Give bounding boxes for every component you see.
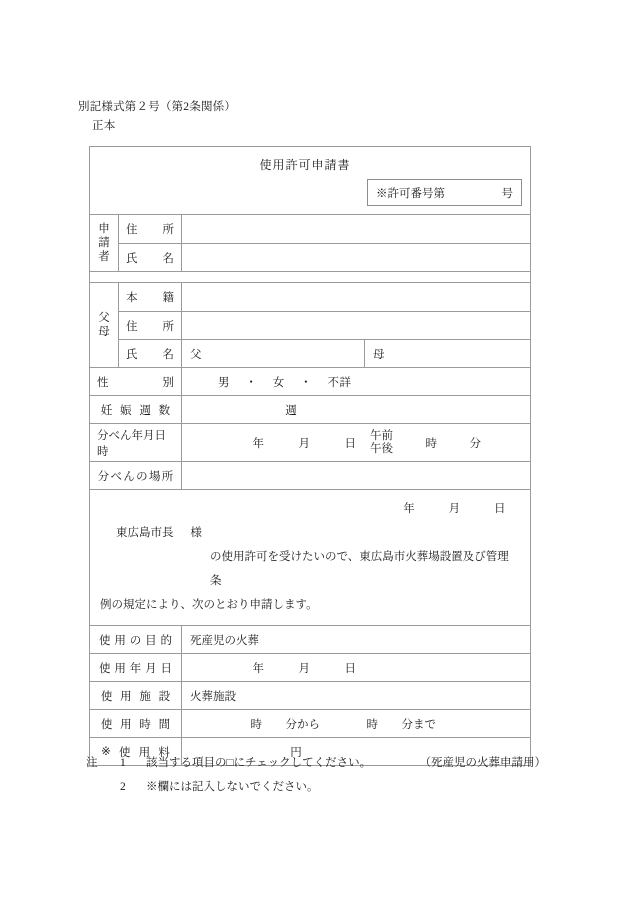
usage-month-unit: 月: [298, 662, 310, 675]
sex-separator: ・: [300, 376, 313, 389]
gestation-row: [90, 395, 530, 423]
parents-address-input[interactable]: [182, 312, 530, 339]
mother-name-cell[interactable]: [365, 340, 530, 367]
delivery-place-row: [90, 461, 530, 489]
delivery-place-input[interactable]: [182, 462, 530, 489]
addressee-honorific: 様: [190, 527, 202, 539]
gestation-label: 妊 娠 週 数: [90, 396, 182, 423]
submission-date-line[interactable]: [100, 497, 520, 521]
father-name-cell[interactable]: [182, 340, 365, 367]
applicant-group-label: [90, 215, 119, 271]
form-number: 別記様式第２号（第2条関係）: [78, 101, 237, 113]
gestation-value-cell[interactable]: [182, 396, 530, 423]
submission-month-unit: 月: [448, 503, 461, 515]
applicant-label-char: 請: [98, 237, 110, 249]
parents-registry-label: 本 籍: [119, 283, 182, 311]
usage-purpose-row: [90, 625, 530, 653]
delivery-am-option[interactable]: 午前: [370, 429, 393, 442]
sex-row: [90, 367, 530, 395]
delivery-hour-unit: 時: [425, 437, 437, 450]
usage-fee-unit: 円: [290, 746, 302, 759]
applicant-name-row: [119, 243, 530, 271]
mother-label: 母: [373, 348, 385, 361]
delivery-datetime-value-cell[interactable]: [182, 424, 530, 461]
section-spacer: [90, 271, 530, 282]
page-title: 使用許可申請書: [259, 158, 351, 172]
applicant-name-input[interactable]: [182, 244, 530, 271]
body-paragraph-line-1: の使用許可を受けたいので、東広島市火葬場設置及び管理条: [210, 551, 509, 587]
delivery-pm-option[interactable]: 午後: [370, 442, 393, 455]
gestation-unit: 週: [285, 404, 297, 417]
parents-address-row: [119, 311, 530, 339]
usage-time-value-cell[interactable]: [182, 710, 530, 737]
parents-label-char: 母: [98, 326, 110, 338]
usage-from-hour-unit: 時: [250, 718, 262, 731]
permit-number-label: ※許可番号第: [376, 187, 445, 200]
note-text-1: 該当する項目の□にチェックしてください。: [146, 757, 372, 769]
usage-date-value-cell[interactable]: [182, 654, 530, 681]
parents-group-label: [90, 283, 119, 367]
usage-fee-label: ※ 使 用 料: [90, 738, 182, 765]
applicant-name-label: 氏 名: [119, 244, 182, 271]
usage-to-hour-unit: 時: [366, 718, 378, 731]
usage-from-minute-unit: 分から: [285, 718, 320, 731]
father-label: 父: [190, 348, 202, 361]
usage-facility-value: 火葬施設: [190, 690, 236, 703]
delivery-day-unit: 日: [344, 437, 356, 450]
form-title-block: [90, 147, 530, 214]
delivery-minute-unit: 分: [469, 437, 481, 450]
parents-name-row: [119, 339, 530, 367]
note-line-1: [86, 751, 546, 775]
usage-date-row: [90, 653, 530, 681]
usage-purpose-value: 死産児の火葬: [190, 634, 259, 647]
sex-option-male[interactable]: 男: [218, 376, 230, 389]
submission-year-unit: 年: [403, 503, 416, 515]
parents-registry-row: [119, 283, 530, 311]
addressee-line: [100, 521, 520, 545]
usage-time-row: [90, 709, 530, 737]
usage-time-label: 使 用 時 間: [90, 710, 182, 737]
sex-option-female[interactable]: 女: [272, 376, 285, 389]
notes-heading: 注: [86, 757, 98, 769]
usage-purpose-label: 使 用 の 目 的: [90, 626, 182, 653]
body-paragraph-line-2: 例の規定により、次のとおり申請します。: [100, 599, 318, 611]
sex-option-unknown[interactable]: 不詳: [327, 376, 352, 389]
parents-label-char: 父: [98, 312, 110, 324]
note-number-2: 2: [120, 781, 126, 793]
sex-options: [182, 368, 530, 395]
note-number-1: 1: [120, 757, 126, 769]
applicant-label-char: 申: [98, 223, 110, 235]
permit-number-suffix: 号: [501, 187, 513, 200]
applicant-section: [90, 214, 530, 271]
parents-registry-input[interactable]: [182, 283, 530, 311]
applicant-label-char: 者: [98, 251, 110, 263]
delivery-ampm-options[interactable]: [370, 430, 393, 456]
usage-day-unit: 日: [344, 662, 356, 675]
sex-separator: ・: [245, 376, 258, 389]
applicant-address-row: [119, 215, 530, 243]
addressee-name: 東広島市長: [116, 527, 174, 539]
usage-to-minute-unit: 分まで: [401, 718, 436, 731]
submission-day-unit: 日: [494, 503, 506, 515]
delivery-month-unit: 月: [298, 437, 310, 450]
document-header: [78, 98, 236, 136]
usage-date-label: 使 用 年 月 日: [90, 654, 182, 681]
note-line-2: [86, 775, 546, 799]
delivery-datetime-row: [90, 423, 530, 461]
delivery-place-label: 分 べ ん の 場 所: [90, 462, 182, 489]
usage-year-unit: 年: [252, 662, 264, 675]
copy-type: 正本: [92, 120, 116, 132]
footer-notes: [86, 751, 546, 799]
parents-section: [90, 282, 530, 367]
note-right-annotation: （死産児の火葬申請用）: [419, 757, 546, 769]
application-form-table: [89, 146, 531, 766]
sex-label: 性 別: [90, 368, 182, 395]
applicant-address-label: 住 所: [119, 215, 182, 243]
delivery-year-unit: 年: [252, 437, 264, 450]
permit-number-field[interactable]: [367, 179, 522, 206]
note-text-2: ※欄には記入しないでください。: [146, 781, 319, 793]
usage-facility-label: 使 用 施 設: [90, 682, 182, 709]
applicant-address-input[interactable]: [182, 215, 530, 243]
delivery-datetime-label: 分べん年月日時: [90, 424, 182, 461]
usage-facility-row: [90, 681, 530, 709]
application-body-text: [90, 489, 530, 625]
parents-name-label: 氏 名: [119, 340, 182, 367]
parents-address-label: 住 所: [119, 312, 182, 339]
